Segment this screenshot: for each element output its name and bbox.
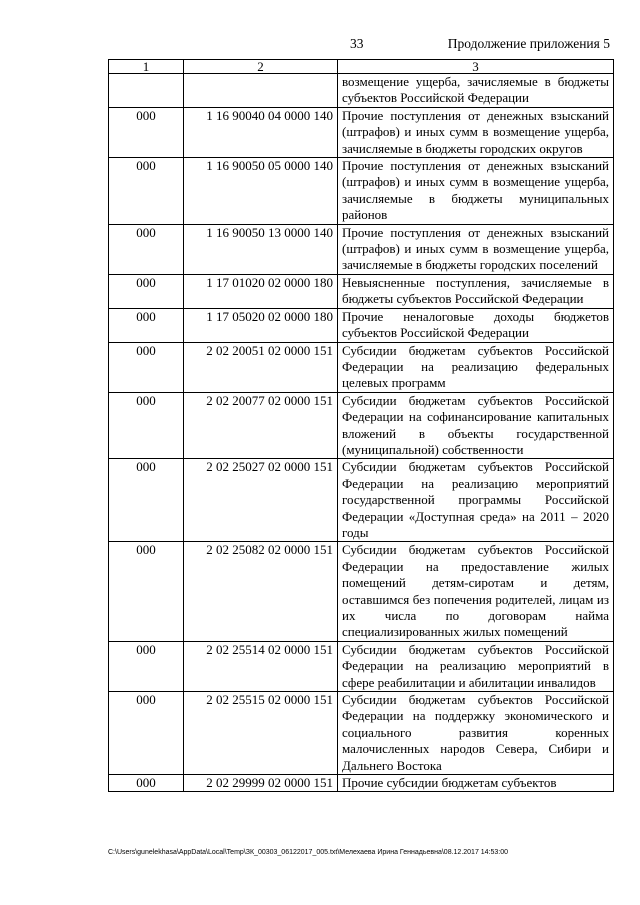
budget-code-cell: 2 02 25515 02 0000 151 [184,692,338,775]
footer-file-path: C:\Users\gunelekhasa\AppData\Local\Temp\ЗК_00303_06122017_005.txt\Мелехаева Ирина Геннадьевна\08.12.2017 14:53:00 [108,849,509,856]
table-row [109,692,614,775]
revenue-name-cell: Невыясненные поступления, зачисляемые в бюджеты субъектов Российской Федерации [338,274,614,308]
budget-code-cell [184,74,338,108]
table-row [109,459,614,542]
budget-code-cell: 2 02 29999 02 0000 151 [184,775,338,792]
admin-code-cell: 000 [109,692,184,775]
revenue-name-cell: Субсидии бюджетам субъектов Российской Федерации на реализацию федеральных целевых программ [338,342,614,392]
table-row [109,392,614,459]
table-row [109,274,614,308]
budget-code-cell: 2 02 25082 02 0000 151 [184,542,338,641]
budget-code-cell: 2 02 20051 02 0000 151 [184,342,338,392]
table-row [109,775,614,792]
revenue-name-cell: Прочие поступления от денежных взысканий (штрафов) и иных сумм в возмещение ущерба, зачисляемые в бюджеты городских округов [338,107,614,157]
budget-code-cell: 1 16 90050 13 0000 140 [184,224,338,274]
column-header-3: 3 [338,60,614,74]
table-row [109,224,614,274]
revenue-name-cell: Прочие поступления от денежных взысканий (штрафов) и иных сумм в возмещение ущерба, зачисляемые в бюджеты городских поселений [338,224,614,274]
admin-code-cell [109,74,184,108]
budget-code-cell: 2 02 25027 02 0000 151 [184,459,338,542]
budget-code-cell: 1 17 01020 02 0000 180 [184,274,338,308]
table-row [109,158,614,225]
budget-code-cell: 2 02 25514 02 0000 151 [184,641,338,691]
table-row [109,542,614,641]
revenue-name-cell: Субсидии бюджетам субъектов Российской Федерации на реализацию мероприятий государственной программы Российской Федерации «Доступная среда» на 2011 – 2020 годы [338,459,614,542]
admin-code-cell: 000 [109,158,184,225]
continuation-label: Продолжение приложения 5 [447,36,610,51]
table-row [109,107,614,157]
revenue-name-cell: Субсидии бюджетам субъектов Российской Федерации на реализацию мероприятий в сфере реабилитации и абилитации инвалидов [338,641,614,691]
budget-revenue-table [108,59,614,792]
table-row [109,342,614,392]
admin-code-cell: 000 [109,274,184,308]
revenue-name-cell: Прочие поступления от денежных взысканий (штрафов) и иных сумм в возмещение ущерба, зачисляемые в бюджеты муниципальных районов [338,158,614,225]
budget-code-cell: 1 17 05020 02 0000 180 [184,308,338,342]
revenue-name-cell: Субсидии бюджетам субъектов Российской Федерации на софинансирование капитальных вложений в объекты государственной (муниципальной) собственности [338,392,614,459]
admin-code-cell: 000 [109,392,184,459]
budget-code-cell: 1 16 90050 05 0000 140 [184,158,338,225]
revenue-name-cell: возмещение ущерба, зачисляемые в бюджеты субъектов Российской Федерации [338,74,614,108]
table-row [109,308,614,342]
revenue-name-cell: Субсидии бюджетам субъектов Российской Федерации на предоставление жилых помещений детям-сиротам и детям, оставшимся без попечения родителей, лицам из их числа по договорам найма специализированных жилых помещений [338,542,614,641]
page-header [0,36,640,56]
admin-code-cell: 000 [109,342,184,392]
admin-code-cell: 000 [109,542,184,641]
table-row [109,641,614,691]
page-number: 33 [350,36,364,51]
revenue-name-cell: Прочие неналоговые доходы бюджетов субъектов Российской Федерации [338,308,614,342]
admin-code-cell: 000 [109,308,184,342]
column-number-row [109,60,614,74]
budget-code-cell: 1 16 90040 04 0000 140 [184,107,338,157]
admin-code-cell: 000 [109,775,184,792]
revenue-name-cell: Субсидии бюджетам субъектов Российской Федерации на поддержку экономического и социального развития коренных малочисленных народов Севера, Сибири и Дальнего Востока [338,692,614,775]
admin-code-cell: 000 [109,641,184,691]
column-header-1: 1 [109,60,184,74]
budget-code-cell: 2 02 20077 02 0000 151 [184,392,338,459]
revenue-name-cell: Прочие субсидии бюджетам субъектов [338,775,614,792]
admin-code-cell: 000 [109,224,184,274]
admin-code-cell: 000 [109,459,184,542]
column-header-2: 2 [184,60,338,74]
table-row [109,74,614,108]
admin-code-cell: 000 [109,107,184,157]
